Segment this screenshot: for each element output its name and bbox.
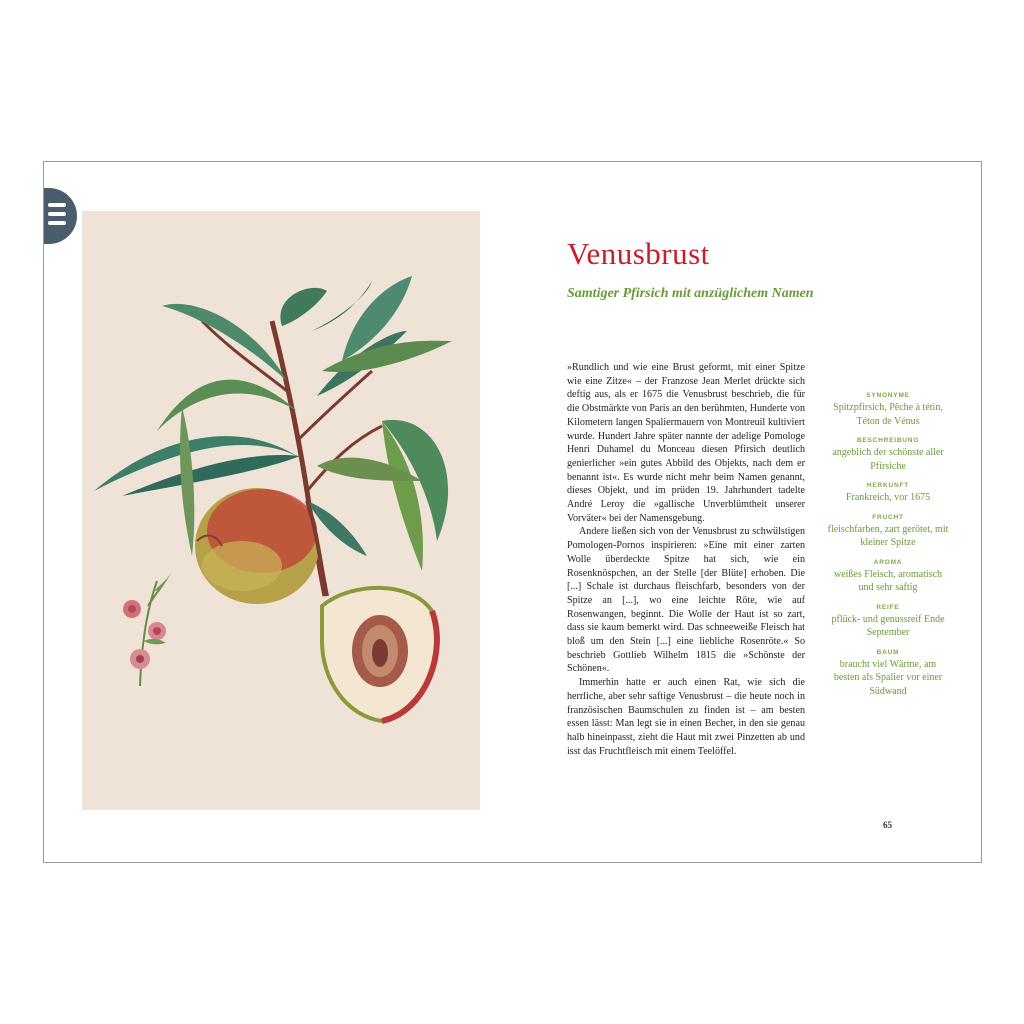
page-number: 65: [883, 820, 892, 830]
paragraph: Andere ließen sich von der Venusbrust zu schwülstigen Pomologen-Pornos inspirieren: »Eine mit einer zarten Wolle überdeckte Spitze hat sich, wie ein Rosenknöspchen, an der Stelle [der Blüte] erhoben. Die [...] Schale ist durchaus fleischfarb, besonders von der Spitze an [...], wo eine leichte Röte, wie auf Rosenwangen, beginnt. Die Wolle der Haut ist so zart, dass sie kaum bemerkt wird. Das schneeweiße Fleisch hat bloß um den Stein [...] eine liebliche Rosenröte.« So beschrieb Gottlieb Wilhelm 1815 die »Schönste der Schönen«.: [567, 526, 805, 675]
fact-value: weißes Fleisch, aromatisch und sehr saftig: [833, 568, 943, 593]
tab-line-1: [48, 203, 66, 207]
fact-label: FRUCHT: [872, 513, 904, 521]
fact-value: angeblich der schönste aller Pfirsiche: [832, 447, 944, 472]
fact-reife: [827, 603, 949, 640]
fact-value: fleischfarben, zart gerötet, mit kleiner Spitze: [827, 523, 949, 548]
fact-label: HERKUNFT: [866, 482, 910, 489]
fact-value: Frankreich, vor 1675: [845, 492, 931, 503]
fact-herkunft: [827, 481, 949, 505]
fact-value: braucht viel Wärme, am besten als Spalier vor einer Südwand: [833, 658, 943, 697]
peach-branch-drawing: [82, 211, 480, 810]
fact-label: BAUM: [876, 648, 900, 656]
fact-aroma: [827, 558, 949, 595]
fact-label: SYNONYME: [866, 392, 910, 399]
tab-line-2: [48, 212, 66, 216]
fact-label: BESCHREIBUNG: [856, 437, 920, 444]
book-spread: [43, 161, 982, 863]
fact-label: AROMA: [873, 558, 903, 566]
chapter-tab-icon[interactable]: [44, 188, 77, 244]
tab-line-3: [48, 221, 66, 225]
page-subtitle: Samtiger Pfirsich mit anzüglichem Namen: [567, 286, 814, 301]
paragraph: Immerhin hatte er auch einen Rat, wie sich die herrliche, aber sehr saftige Venusbrust – die heute noch in französischen Baumschulen zu finden ist – am besten essen lässt: Man legt sie in einen Becher, in den sie genau halb hineinpasst, zieht die Haut mit zwei Pinzetten ab und isst das Fruchtfleisch mit einem Teelöffel.: [567, 677, 805, 757]
fact-frucht: [827, 513, 949, 550]
peach-illustration: [82, 211, 480, 810]
fact-value: pflück- und genussreif Ende September: [831, 613, 945, 638]
fact-value: Spitzpfirsich, Pêche à tétin, Téton de Vénus: [833, 402, 943, 427]
body-text: [567, 361, 805, 758]
fact-baum: [827, 648, 949, 699]
facts-sidebar: [827, 391, 949, 706]
page-title: Venusbrust: [567, 236, 710, 271]
fact-label: REIFE: [876, 603, 900, 611]
fact-beschreibung: [827, 436, 949, 473]
fact-synonyme: [827, 391, 949, 428]
paragraph: »Rundlich und wie eine Brust geformt, mit einer Spitze wie eine Zitze« – der Franzose Jean Merlet drückte sich deftig aus, als er 1675 die Venusbrust beschrieb, die für die Obstmärkte von Paris an den berühmten, Hunderte von Kilometern langen Spaliermauern von Montreuil kultiviert wurde. Hundert Jahre später nannte der adelige Pomologe Henri Duhamel du Monceau diesen Pfirsich deutlich genierlicher »ein gutes Abbild des Objekts, nach dem er benannt ist«. Es wurde nicht mehr beim Namen genannt, dieses Objekt, und im prüden 19. Jahrhundert tadelte André Leroy die »gallische Unverblümtheit unserer Vorväter« bei der Namensgebung.: [567, 362, 805, 524]
